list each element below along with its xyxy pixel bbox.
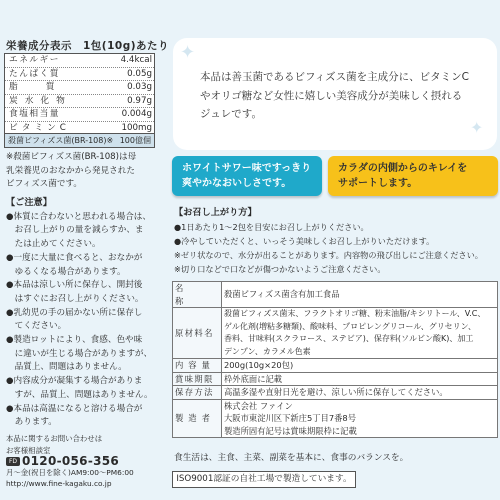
nutrition-row: 食塩相当量 0.004g [5, 108, 154, 122]
spec-value: 株式会社 ファイン 大阪市東淀川区下新庄5丁目7番8号 製造所固有記号は賞味期限枠に記載 [222, 399, 498, 438]
table-row [173, 359, 498, 373]
feature-tag-beauty: カラダの内側からのキレイを サポートします。 [328, 156, 498, 196]
nutrition-row: 脂質 0.03g [5, 81, 154, 95]
nutrition-title: 栄養成分表示 1包(10g)あたり [6, 40, 170, 52]
nutrition-row: 炭水化物 0.97g [5, 95, 154, 109]
spec-value: 殺菌ビフィズス菌含有加工食品 [222, 282, 498, 308]
howto-section: 【お召し上がり方】 ●1日あたり1～2包を目安にお召し上がりください。 ●冷やしていただくと、いっそう美味しくお召し上がりいただけます。 ※ゼリ状なので、水分が出ることがあります。内容物の飛び出しにご注意ください。 ※切り口などで口などが傷つかないようご注意ください。 [174, 207, 483, 274]
caution-section: 【ご注意】 ●体質に合わないと思われる場合は、 お召し上がりの量を減らすか、ま たは止めてください。 ●一度に大量に食べると、おなかが ゆるくなる場合があります。 ●本品は涼しい所に保存し、開封後 はすぐにお召し上がりください。 ●乳幼児の手の届かない所に保存し てください。 ●製造ロットにより、食感、色や味 に違いが生じる場合がありますが、 品質上、問題はありません。 ●内容成分が凝集する場合がありま すが、品質上、問題はありません。 ●本品は高温になると溶ける場合が あります。 [6, 197, 153, 428]
contact-note: 本品に関するお問い合わせは [6, 434, 103, 443]
contact-section [6, 433, 134, 489]
spec-key: 原材料名 [173, 308, 222, 359]
spec-value: 殺菌ビフィズス菌末、フラクトオリゴ糖、粉末油脂/キシリトール、V.C、 ゲル化剤(増粘多糖類)、酸味料、プロピレングリコール、グリセリン、 香料、甘味料(スクラロース、ステビア)、保存料(ソルビン酸K)、加工 デンプン、カラメル色素 [222, 308, 498, 359]
bifido-row: 殺菌ビフィズス菌(BR-108)※ 100億個 [4, 133, 155, 148]
contact-url[interactable]: http://www.fine-kagaku.co.jp [6, 479, 112, 488]
product-description: 本品は善玉菌であるビフィズス菌を主成分に、ビタミンC やオリゴ糖など女性に嬉しい美容成分が美味しく摂れる ジュレです。 [200, 71, 469, 120]
sparkle-icon: ✦ [470, 118, 484, 137]
contact-phone[interactable]: 0120-056-356 [22, 454, 120, 468]
spec-key: 保存方法 [173, 386, 222, 400]
nutrition-row: ビタミンC 100mg [9, 122, 152, 133]
sparkle-icon: ✦ [180, 42, 196, 63]
spec-key: 製造者 [173, 399, 222, 438]
spec-value: 枠外底面に記載 [222, 372, 498, 386]
diet-message: 食生活は、主食、主菜、副菜を基本に、食事のバランスを。 [174, 453, 409, 463]
bifido-note: ※殺菌ビフィズス菌(BR-108)は母 乳栄養児のおなかから発見された ビフィズス菌です。 [6, 152, 137, 190]
table-row [173, 308, 498, 359]
spec-key: 内容量 [173, 359, 222, 373]
iso-badge: ISO9001認証の自社工場で製造しています。 [172, 471, 356, 488]
caution-header: 【ご注意】 [6, 197, 52, 208]
nutrition-table [4, 53, 155, 136]
spec-key: 賞味期限 [173, 372, 222, 386]
nutrition-row: エネルギー 4.4kcal [5, 54, 154, 68]
feature-tag-taste: ホワイトサワー味ですっきり 爽やかなおいしさです。 [172, 156, 322, 196]
spec-value: 高温多湿や直射日光を避け、涼しい所に保存してください。 [222, 386, 498, 400]
spec-value: 200g(10g×20包) [222, 359, 498, 373]
nutrition-row: たんぱく質 0.05g [5, 68, 154, 82]
product-spec-table [172, 281, 498, 438]
table-row [173, 399, 498, 438]
table-row [173, 386, 498, 400]
table-row [173, 372, 498, 386]
table-row [173, 282, 498, 308]
spec-key: 名称 [173, 282, 222, 308]
freedial-icon: FD [6, 457, 20, 466]
contact-desk: お客様相談室 [6, 446, 51, 455]
howto-header: 【お召し上がり方】 [174, 207, 257, 218]
contact-hours: 月～金(祝日を除く)AM9:00～PM6:00 [6, 468, 134, 477]
